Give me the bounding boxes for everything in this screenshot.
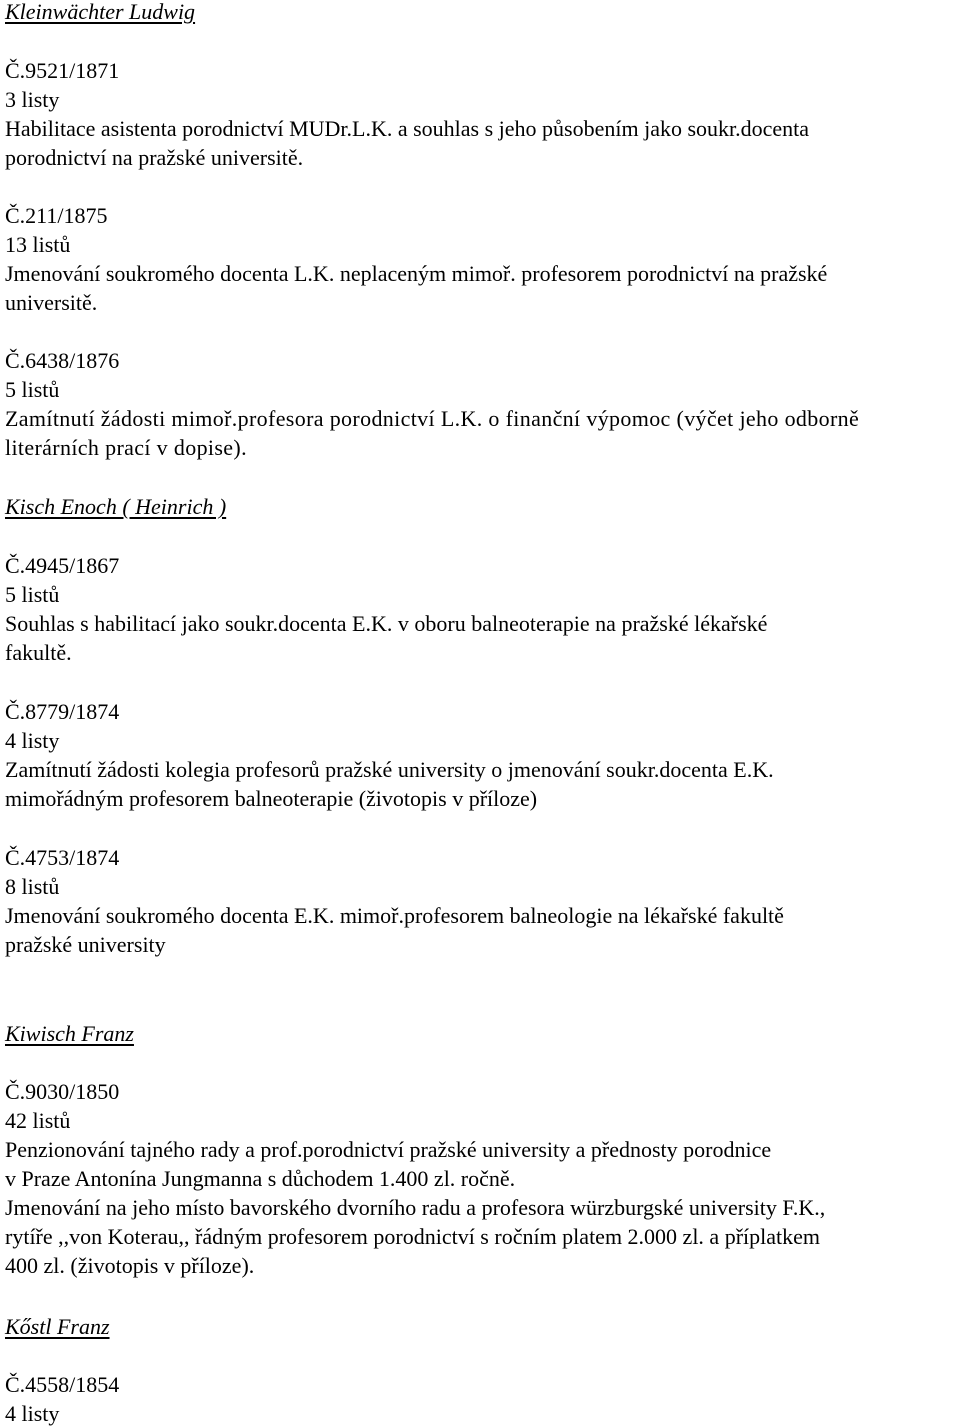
record-sheets: 8 listů [5, 874, 60, 899]
record-number: Č.4558/1854 [5, 1372, 120, 1397]
record-number: Č.211/1875 [5, 203, 108, 228]
record-sheets: 5 listů [5, 377, 60, 402]
record-sheets: 13 listů [5, 232, 71, 257]
record-sheets: 5 listů [5, 582, 60, 607]
record-description: universitě. [5, 290, 98, 315]
record-number: Č.4945/1867 [5, 553, 120, 578]
person-name: Kisch Enoch ( Heinrich ) [5, 494, 227, 519]
record-number: Č.8779/1874 [5, 699, 120, 724]
record-description: mimořádným profesorem balneoterapie (životopis v příloze) [5, 786, 538, 811]
record-description: fakultě. [5, 640, 72, 665]
record-description: rytíře ,,von Koterau,, řádným profesorem porodnictví s ročním platem 2.000 zl. a příplatkem [5, 1224, 820, 1249]
record-description: pražské university [5, 932, 166, 957]
person-name: Kleinwächter Ludwig [5, 0, 196, 24]
record-description: Jmenování na jeho místo bavorského dvorního radu a profesora würzburgské university F.K., [5, 1195, 826, 1220]
record-description: 400 zl. (životopis v příloze). [5, 1253, 255, 1278]
record-number: Č.6438/1876 [5, 348, 120, 373]
person-name: Kiwisch Franz [5, 1021, 134, 1046]
record-description: porodnictví na pražské universitě. [5, 145, 304, 170]
record-description: Penzionování tajného rady a prof.porodnictví pražské university a přednosty porodnice [5, 1137, 772, 1162]
record-description: literárních prací v dopise). [5, 435, 247, 460]
record-sheets: 42 listů [5, 1108, 71, 1133]
record-description: Habilitace asistenta porodnictví MUDr.L.K. a souhlas s jeho působením jako soukr.docenta [5, 116, 810, 141]
record-sheets: 4 listy [5, 1401, 60, 1426]
record-description: Zamítnutí žádosti kolegia profesorů pražské university o jmenování soukr.docenta E.K. [5, 757, 774, 782]
record-sheets: 4 listy [5, 728, 60, 753]
record-description: v Praze Antonína Jungmanna s důchodem 1.400 zl. ročně. [5, 1166, 516, 1191]
person-name: Kőstl Franz [5, 1314, 110, 1339]
record-number: Č.9521/1871 [5, 58, 120, 83]
record-sheets: 3 listy [5, 87, 60, 112]
record-description: Jmenování soukromého docenta E.K. mimoř.profesorem balneologie na lékařské fakultě [5, 903, 784, 928]
record-number: Č.4753/1874 [5, 845, 120, 870]
record-description: Souhlas s habilitací jako soukr.docenta E.K. v oboru balneoterapie na pražské lékařské [5, 611, 768, 636]
record-description: Zamítnutí žádosti mimoř.profesora porodnictví L.K. o finanční výpomoc (výčet jeho odborně [5, 406, 860, 431]
record-number: Č.9030/1850 [5, 1079, 120, 1104]
record-description: Jmenování soukromého docenta L.K. neplaceným mimoř. profesorem porodnictví na pražské [5, 261, 828, 286]
